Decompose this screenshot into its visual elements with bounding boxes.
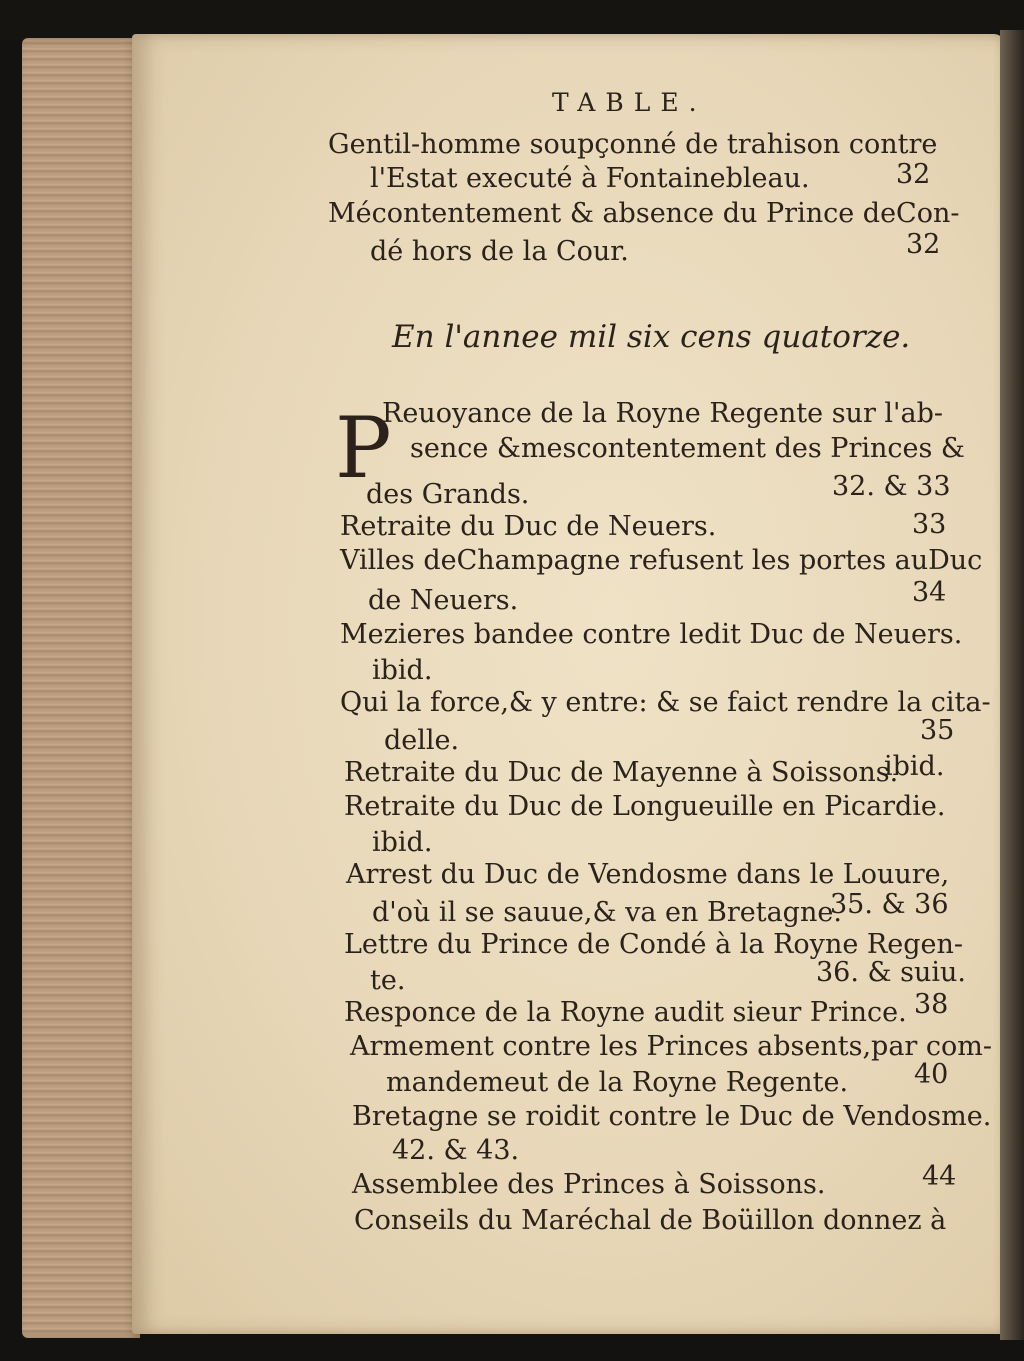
drop-cap: P xyxy=(335,399,392,497)
page-number: 38 xyxy=(914,989,949,1020)
entry-line: 42. & 43. xyxy=(392,1135,520,1166)
entry-line: ibid. xyxy=(372,827,433,858)
entry-line: Assemblee des Princes à Soissons. xyxy=(352,1169,826,1200)
page-number: 35 xyxy=(920,715,955,746)
section-heading: En l'annee mil six cens quatorze. xyxy=(392,319,911,355)
entry-line: l'Estat executé à Fontainebleau. xyxy=(370,163,810,194)
page-number: 32. & 33 xyxy=(832,471,951,502)
page-title: TABLE. xyxy=(552,88,707,117)
entry-line: Gentil-homme soupçonné de trahison contre xyxy=(328,129,938,160)
page-number: 34 xyxy=(912,577,947,608)
entry-line: delle. xyxy=(384,725,460,756)
entry-line: Conseils du Maréchal de Boüillon donnez à xyxy=(354,1205,947,1236)
page-number: 32 xyxy=(896,159,931,190)
entry-line: Lettre du Prince de Condé à la Royne Regen- xyxy=(344,929,963,960)
entry-line: Villes deChampagne refusent les portes auDuc xyxy=(340,545,983,576)
page-number: ibid. xyxy=(884,751,945,782)
page-number: 36. & suiu. xyxy=(816,957,966,988)
entry-line: te. xyxy=(370,965,406,996)
entry-line: Reuoyance de la Royne Regente sur l'ab- xyxy=(382,398,943,429)
entry-line: ibid. xyxy=(372,655,433,686)
entry-line: Mezieres bandee contre ledit Duc de Neuers. xyxy=(340,619,963,650)
entry-line: Retraite du Duc de Longueuille en Picardie. xyxy=(344,791,946,822)
entry-line: Arrest du Duc de Vendosme dans le Louure, xyxy=(346,859,950,890)
page-number: 33 xyxy=(912,509,947,540)
entry-line: d'où il se sauue,& va en Bretagne. xyxy=(372,897,842,928)
entry-line: dé hors de la Cour. xyxy=(370,236,629,267)
entry-line: de Neuers. xyxy=(368,585,519,616)
page-number: 32 xyxy=(906,229,941,260)
entry-line: Retraite du Duc de Neuers. xyxy=(340,511,717,542)
entry-line: sence &mescontentement des Princes & xyxy=(410,433,965,464)
page-number: 44 xyxy=(922,1161,957,1192)
entry-line: Qui la force,& y entre: & se faict rendre la cita- xyxy=(340,687,991,718)
page-number: 40 xyxy=(914,1059,949,1090)
entry-line: Mécontentement & absence du Prince deCon- xyxy=(328,198,960,229)
entry-line: Armement contre les Princes absents,par com- xyxy=(350,1031,993,1062)
page-number: 35. & 36 xyxy=(830,889,949,920)
entry-line: Bretagne se roidit contre le Duc de Vendosme. xyxy=(352,1101,992,1132)
entry-line: Retraite du Duc de Mayenne à Soissons. xyxy=(344,757,899,788)
entry-line: des Grands. xyxy=(366,479,530,510)
entry-line: Responce de la Royne audit sieur Prince. xyxy=(344,997,907,1028)
entry-line: mandemeut de la Royne Regente. xyxy=(386,1067,849,1098)
